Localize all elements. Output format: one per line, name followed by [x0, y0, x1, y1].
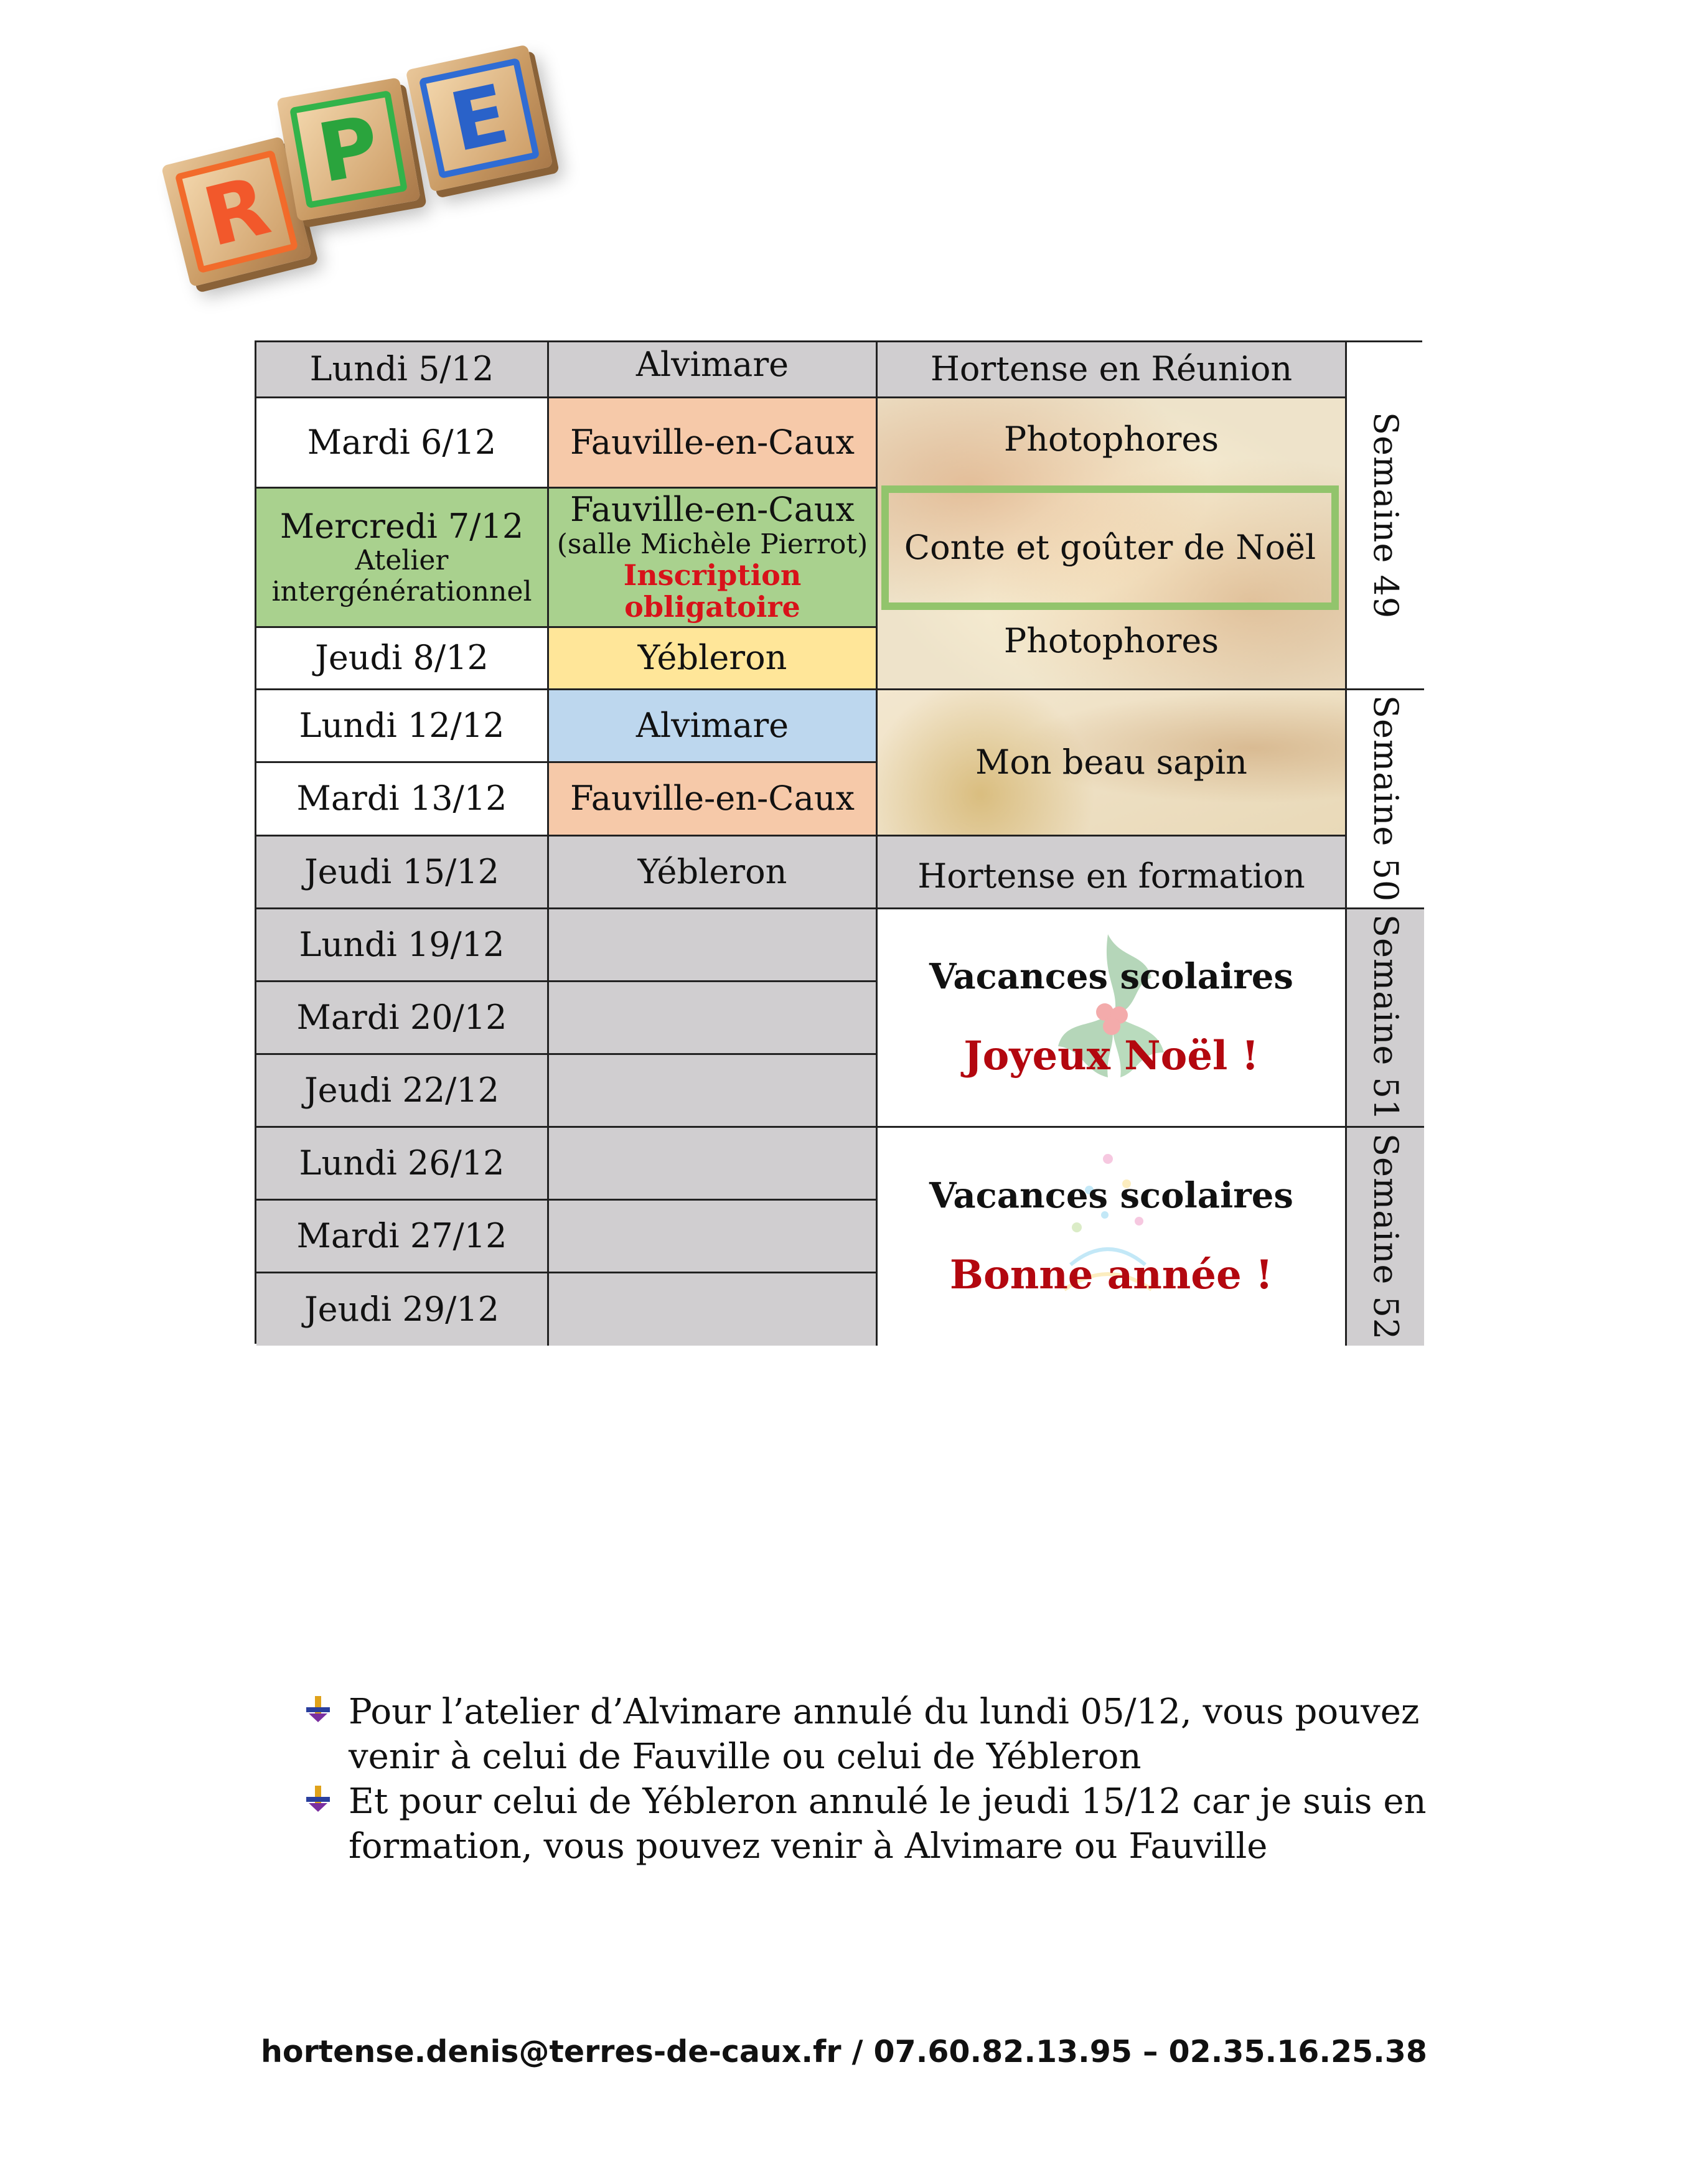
registration-required: Inscription obligatoire — [623, 558, 802, 624]
day-cell: Mardi 13/12 — [256, 763, 549, 837]
week-label: Semaine 50 — [1366, 695, 1406, 902]
place-note: (salle Michèle Pierrot) — [556, 528, 868, 560]
day-cell: Jeudi 8/12 — [256, 628, 549, 690]
day-cell: Lundi 5/12 — [256, 342, 549, 398]
place-cell: Yébleron — [549, 837, 878, 909]
place-cell: Fauville-en-Caux — [549, 763, 878, 837]
place-cell — [549, 1273, 878, 1346]
day-cell: Mardi 20/12 — [256, 982, 549, 1055]
place-cell — [549, 1128, 878, 1201]
day-cell: Mardi 27/12 — [256, 1201, 549, 1273]
place-cell: Yébleron — [549, 628, 878, 690]
activity-week49 — [878, 398, 1347, 690]
logo-letter-e: E — [419, 58, 540, 179]
week-cell — [1347, 1128, 1424, 1346]
note-text: Pour l’atelier d’Alvimare annulé du lundi 05/12, vous pouvez venir à celui de Fauville ou celui de Yébleron — [349, 1692, 1420, 1777]
logo-block-p — [276, 77, 421, 222]
activity-vacances-noel — [878, 909, 1347, 1128]
rpe-logo — [168, 44, 566, 293]
place-cell — [549, 489, 878, 628]
place-cell — [549, 1055, 878, 1128]
week-label: Semaine 52 — [1366, 1133, 1406, 1341]
note-item — [299, 1779, 1481, 1869]
day-cell: Jeudi 29/12 — [256, 1273, 549, 1346]
bullet-arrow-icon — [304, 1695, 332, 1723]
place-cell: Fauville-en-Caux — [549, 398, 878, 489]
activity-sapin: Mon beau sapin — [878, 690, 1347, 837]
place-label: Fauville-en-Caux — [570, 490, 855, 530]
place-cell — [549, 982, 878, 1055]
schedule-table — [255, 340, 1422, 1344]
day-cell: Lundi 26/12 — [256, 1128, 549, 1201]
logo-letter-r: R — [175, 150, 299, 274]
holiday-title: Vacances scolaires — [929, 955, 1293, 997]
day-label: Mercredi 7/12 — [279, 507, 524, 546]
activity-conte: Conte et goûter de Noël — [904, 527, 1316, 567]
day-cell: Jeudi 22/12 — [256, 1055, 549, 1128]
activity-formation: Hortense en formation — [878, 837, 1347, 909]
note-text: Et pour celui de Yébleron annulé le jeudi 15/12 car je suis en formation, vous pouvez venir à Alvimare ou Fauville — [349, 1781, 1427, 1867]
place-cell — [549, 1201, 878, 1273]
activity-photophores: Photophores — [1003, 621, 1219, 660]
day-cell: Lundi 19/12 — [256, 909, 549, 982]
day-note: Atelier intergénérationnel — [271, 545, 532, 607]
week-cell — [1347, 690, 1424, 909]
activity-reunion: Hortense en Réunion — [878, 342, 1347, 398]
week-cell — [1347, 909, 1424, 1128]
activity-vacances-nouvel-an — [878, 1128, 1347, 1346]
note-item — [299, 1690, 1481, 1779]
day-cell: Lundi 12/12 — [256, 690, 549, 763]
holiday-title: Vacances scolaires — [929, 1174, 1293, 1216]
notes-list — [299, 1690, 1481, 1869]
place-cell — [549, 909, 878, 982]
holiday-wish: Bonne année ! — [949, 1251, 1273, 1298]
holiday-wish: Joyeux Noël ! — [964, 1032, 1259, 1079]
day-cell: Jeudi 15/12 — [256, 837, 549, 909]
place-cell: Alvimare — [549, 342, 878, 398]
logo-letter-p: P — [289, 90, 408, 209]
week-label: Semaine 49 — [1366, 411, 1406, 619]
week-cell — [1347, 342, 1424, 690]
activity-photophores: Photophores — [1003, 419, 1219, 459]
week-label: Semaine 51 — [1366, 914, 1406, 1122]
day-cell — [256, 489, 549, 628]
logo-block-e — [405, 44, 553, 192]
place-cell: Alvimare — [549, 690, 878, 763]
activity-conte-box — [881, 485, 1339, 610]
contact-footer: hortense.denis@terres-de-caux.fr / 07.60.82.13.95 – 02.35.16.25.38 — [261, 2034, 1427, 2069]
bullet-arrow-icon — [304, 1784, 332, 1813]
day-cell: Mardi 6/12 — [256, 398, 549, 489]
